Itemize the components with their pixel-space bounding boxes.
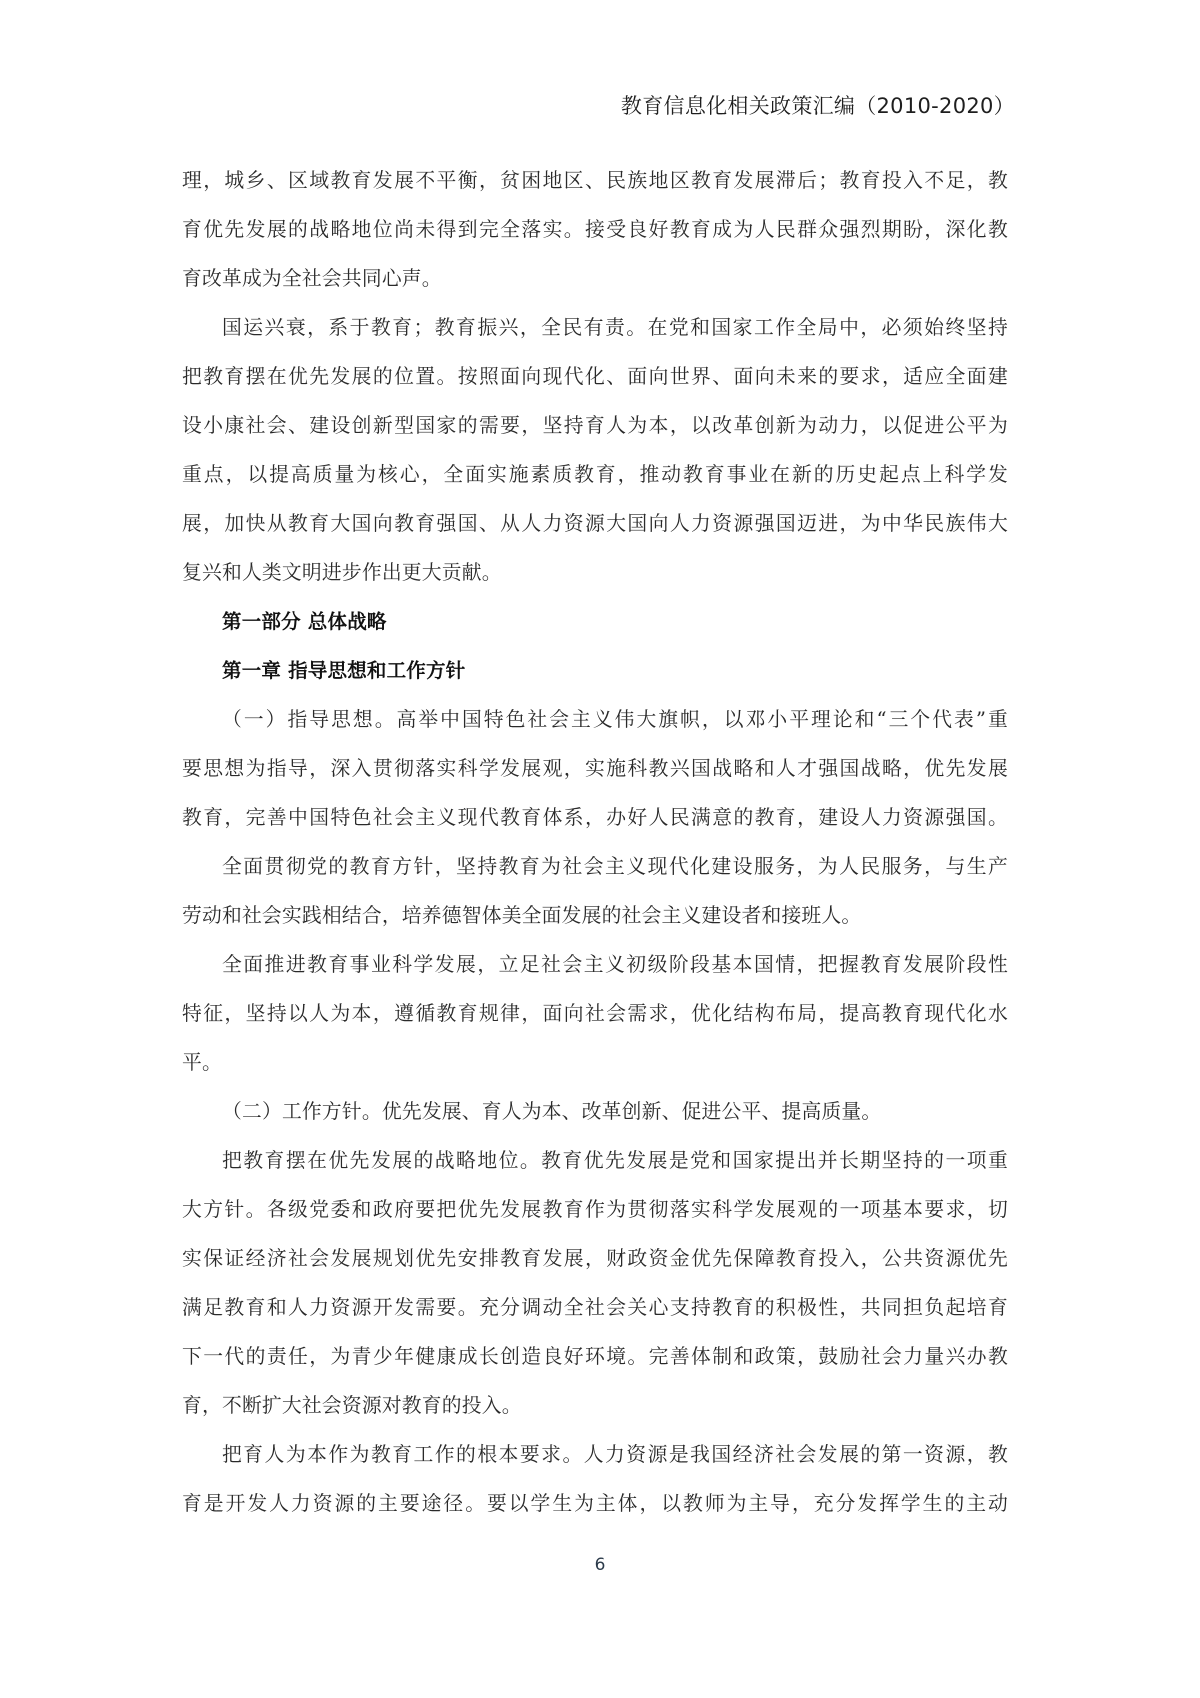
text-line: 设小康社会、建设创新型国家的需要，坚持育人为本，以改革创新为动力，以促进公平为 (182, 414, 1008, 437)
text-line: 教育，完善中国特色社会主义现代教育体系，办好人民满意的教育，建设人力资源强国。 (182, 806, 1008, 829)
text-line: 平。 (182, 1051, 222, 1074)
document-body (182, 166, 1008, 1538)
text-line: （二）工作方针。优先发展、育人为本、改革创新、促进公平、提高质量。 (222, 1100, 882, 1123)
text-line: 特征，坚持以人为本，遵循教育规律，面向社会需求，优化结构布局，提高教育现代化水 (182, 1002, 1008, 1025)
text-line: 下一代的责任，为青少年健康成长创造良好环境。完善体制和政策，鼓励社会力量兴办教 (182, 1345, 1008, 1368)
text-line: 全面推进教育事业科学发展，立足社会主义初级阶段基本国情，把握教育发展阶段性 (222, 953, 1008, 976)
text-line: 实保证经济社会发展规划优先安排教育发展，财政资金优先保障教育投入，公共资源优先 (182, 1247, 1008, 1270)
text-line: 大方针。各级党委和政府要把优先发展教育作为贯彻落实科学发展观的一项基本要求，切 (182, 1198, 1008, 1221)
text-line: 重点，以提高质量为核心，全面实施素质教育，推动教育事业在新的历史起点上科学发 (182, 463, 1008, 486)
section-heading: 第一章 指导思想和工作方针 (222, 659, 466, 682)
text-line: 育是开发人力资源的主要途径。要以学生为主体，以教师为主导，充分发挥学生的主动 (182, 1492, 1008, 1515)
text-line: 把教育摆在优先发展的战略地位。教育优先发展是党和国家提出并长期坚持的一项重 (222, 1149, 1008, 1172)
text-line: 理，城乡、区域教育发展不平衡，贫困地区、民族地区教育发展滞后；教育投入不足，教 (182, 169, 1008, 192)
text-line: 展，加快从教育大国向教育强国、从人力资源大国向人力资源强国迈进，为中华民族伟大 (182, 512, 1008, 535)
text-line: 全面贯彻党的教育方针，坚持教育为社会主义现代化建设服务，为人民服务，与生产 (222, 855, 1008, 878)
text-line: 育优先发展的战略地位尚未得到完全落实。接受良好教育成为人民群众强烈期盼，深化教 (182, 218, 1008, 241)
text-line: 满足教育和人力资源开发需要。充分调动全社会关心支持教育的积极性，共同担负起培育 (182, 1296, 1008, 1319)
running-header: 教育信息化相关政策汇编（2010-2020） (620, 94, 1015, 118)
text-line: 复兴和人类文明进步作出更大贡献。 (182, 561, 502, 584)
text-line: 育，不断扩大社会资源对教育的投入。 (182, 1394, 522, 1417)
text-line: （一）指导思想。高举中国特色社会主义伟大旗帜，以邓小平理论和“三个代表”重 (222, 708, 1008, 731)
text-line: 要思想为指导，深入贯彻落实科学发展观，实施科教兴国战略和人才强国战略，优先发展 (182, 757, 1008, 780)
page-number: 6 (594, 1555, 606, 1575)
text-line: 育改革成为全社会共同心声。 (182, 267, 442, 290)
text-line: 把育人为本作为教育工作的根本要求。人力资源是我国经济社会发展的第一资源，教 (222, 1443, 1008, 1466)
text-line: 国运兴衰，系于教育；教育振兴，全民有责。在党和国家工作全局中，必须始终坚持 (222, 316, 1008, 339)
section-heading: 第一部分 总体战略 (222, 610, 387, 633)
text-line: 劳动和社会实践相结合，培养德智体美全面发展的社会主义建设者和接班人。 (182, 904, 862, 927)
text-line: 把教育摆在优先发展的位置。按照面向现代化、面向世界、面向未来的要求，适应全面建 (182, 365, 1008, 388)
